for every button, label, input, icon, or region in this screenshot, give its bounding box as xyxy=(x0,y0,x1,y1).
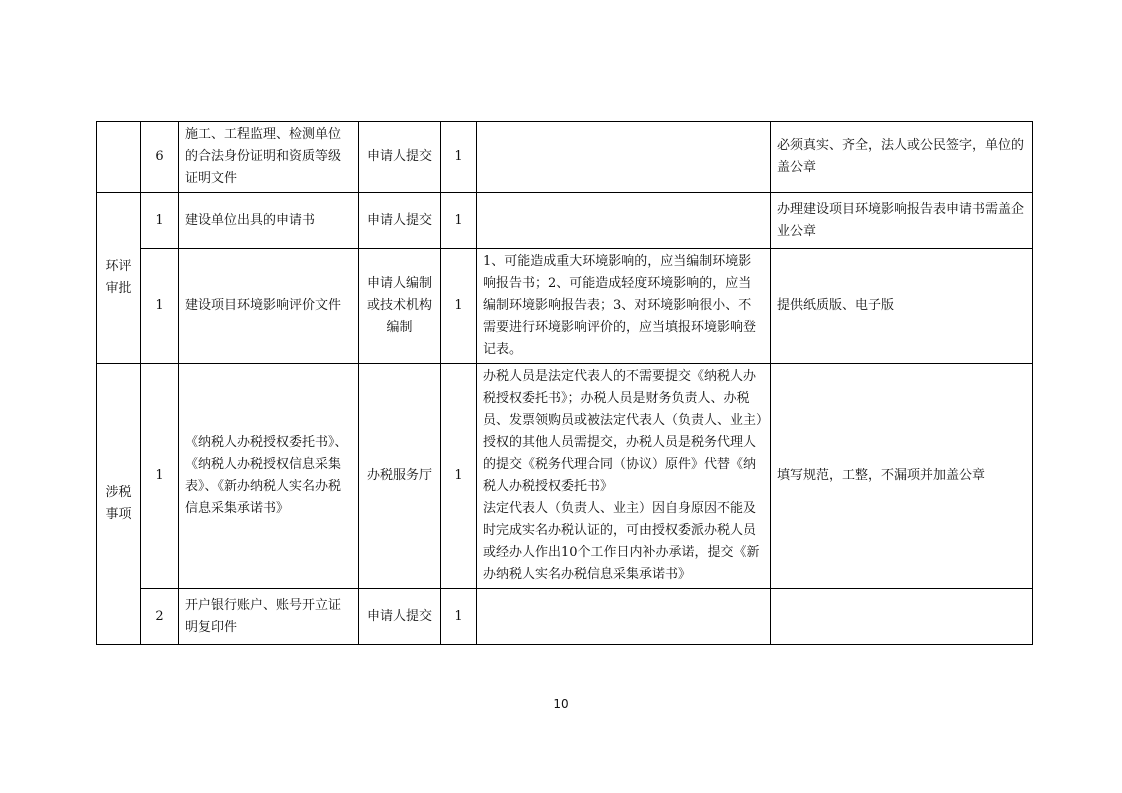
copy-count: 1 xyxy=(441,249,477,364)
table-row xyxy=(97,589,1033,645)
material-description xyxy=(477,193,771,249)
table-row xyxy=(97,249,1033,364)
description-paragraph: 办税人员是法定代表人的不需要提交《纳税人办税授权委托书》；办税人员是财务负责人、办税员、发票领购员或被法定代表人（负责人、业主）授权的其他人员需提交，办税人员是税务代理人的提交《税务代理合同（协议）原件》代替《纳税人办税授权委托书》 xyxy=(483,369,763,494)
requirement-text: 办理建设项目环境影响报告表申请书需盖企业公章 xyxy=(771,193,1033,249)
copy-count: 1 xyxy=(441,122,477,193)
copy-count: 1 xyxy=(441,589,477,645)
material-source: 申请人编制或技术机构编制 xyxy=(359,249,441,364)
material-source: 申请人提交 xyxy=(359,122,441,193)
item-number: 6 xyxy=(141,122,179,193)
material-description xyxy=(477,589,771,645)
copy-count: 1 xyxy=(441,364,477,589)
material-name: 建设单位出具的申请书 xyxy=(179,193,359,249)
table-row xyxy=(97,364,1033,589)
table-row xyxy=(97,122,1033,193)
item-number: 1 xyxy=(141,364,179,589)
material-name: 施工、工程监理、检测单位的合法身份证明和资质等级证明文件 xyxy=(179,122,359,193)
material-name: 开户银行账户、账号开立证明复印件 xyxy=(179,589,359,645)
category-cell xyxy=(97,193,141,364)
material-source: 办税服务厅 xyxy=(359,364,441,589)
material-description xyxy=(477,122,771,193)
item-number: 1 xyxy=(141,193,179,249)
description-paragraph: 法定代表人（负责人、业主）因自身原因不能及时完成实名办税认证的，可由授权委派办税人员或经办人作出10个工作日内补办承诺，提交《新办纳税人实名办税信息采集承诺书》 xyxy=(483,501,760,582)
category-cell xyxy=(97,364,141,645)
category-label: 涉税事项 xyxy=(105,485,132,522)
material-name: 建设项目环境影响评价文件 xyxy=(179,249,359,364)
material-description: 1、可能造成重大环境影响的，应当编制环境影响报告书；2、可能造成轻度环境影响的，应当编制环境影响报告表；3、对环境影响很小、不需要进行环境影响评价的，应当填报环境影响登记表。 xyxy=(477,249,771,364)
requirement-text: 填写规范，工整，不漏项并加盖公章 xyxy=(771,364,1033,589)
document-table xyxy=(96,121,1033,645)
item-number: 2 xyxy=(141,589,179,645)
material-source: 申请人提交 xyxy=(359,193,441,249)
copy-count: 1 xyxy=(441,193,477,249)
page-number: 10 xyxy=(553,697,569,711)
material-description xyxy=(477,364,771,589)
item-number: 1 xyxy=(141,249,179,364)
material-source: 申请人提交 xyxy=(359,589,441,645)
requirement-text: 必须真实、齐全，法人或公民签字，单位的盖公章 xyxy=(771,122,1033,193)
table-row xyxy=(97,193,1033,249)
requirement-text xyxy=(771,589,1033,645)
category-label: 环评审批 xyxy=(105,259,132,296)
requirement-text: 提供纸质版、电子版 xyxy=(771,249,1033,364)
category-cell xyxy=(97,122,141,193)
material-name: 《纳税人办税授权委托书》、《纳税人办税授权信息采集表》、《新办纳税人实名办税信息采集承诺书》 xyxy=(179,364,359,589)
